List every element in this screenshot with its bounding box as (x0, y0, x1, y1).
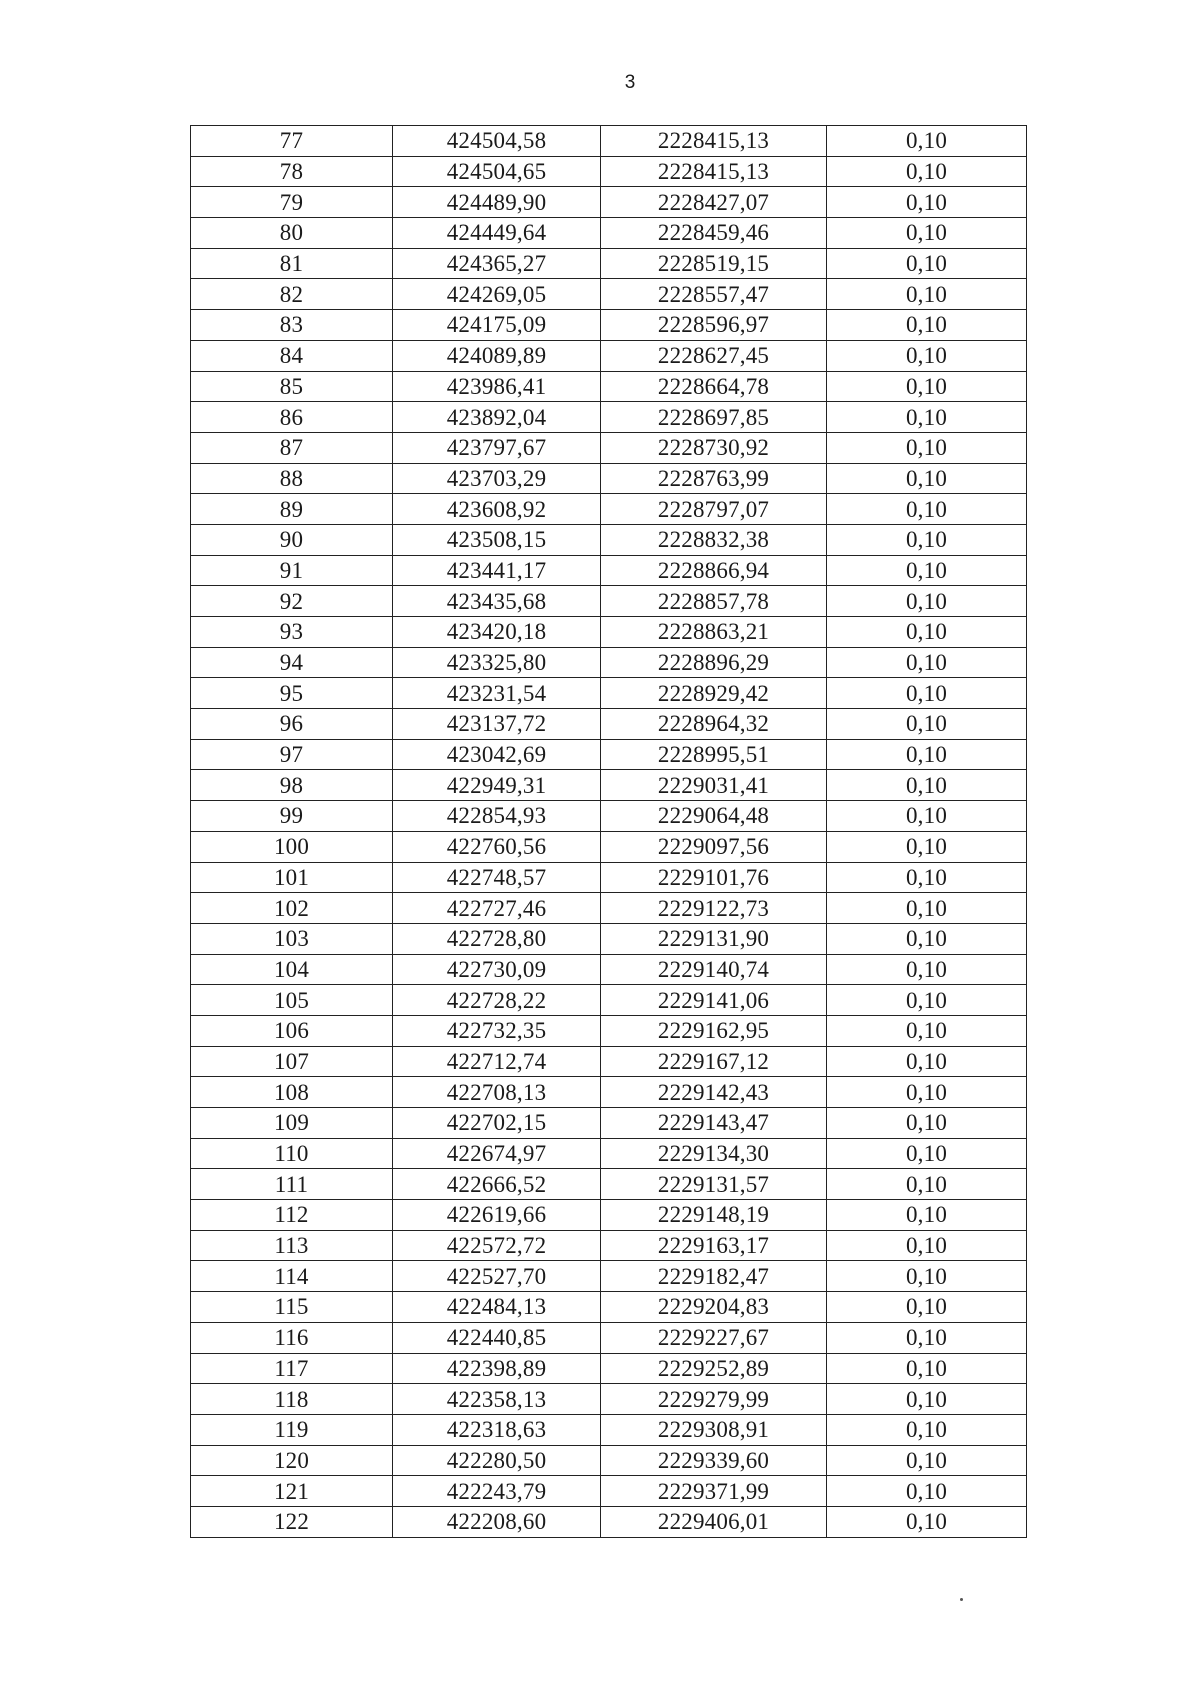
accuracy-cell: 0,10 (827, 218, 1027, 249)
x-coordinate-cell: 423137,72 (393, 709, 601, 740)
table-row (191, 402, 1027, 433)
table-row (191, 279, 1027, 310)
x-coordinate-cell: 422398,89 (393, 1353, 601, 1384)
accuracy-cell: 0,10 (827, 985, 1027, 1016)
table-row (191, 586, 1027, 617)
x-coordinate-cell: 424175,09 (393, 310, 601, 341)
table-row (191, 187, 1027, 218)
point-number-cell: 107 (191, 1046, 393, 1077)
y-coordinate-cell: 2228866,94 (601, 555, 827, 586)
y-coordinate-cell: 2229134,30 (601, 1138, 827, 1169)
y-coordinate-cell: 2229308,91 (601, 1414, 827, 1445)
accuracy-cell: 0,10 (827, 494, 1027, 525)
x-coordinate-cell: 423435,68 (393, 586, 601, 617)
y-coordinate-cell: 2228415,13 (601, 156, 827, 187)
y-coordinate-cell: 2228929,42 (601, 678, 827, 709)
point-number-cell: 113 (191, 1230, 393, 1261)
point-number-cell: 115 (191, 1292, 393, 1323)
point-number-cell: 94 (191, 647, 393, 678)
accuracy-cell: 0,10 (827, 126, 1027, 157)
accuracy-cell: 0,10 (827, 310, 1027, 341)
table-row (191, 709, 1027, 740)
x-coordinate-cell: 422702,15 (393, 1108, 601, 1139)
point-number-cell: 92 (191, 586, 393, 617)
accuracy-cell: 0,10 (827, 1046, 1027, 1077)
table-row (191, 1169, 1027, 1200)
x-coordinate-cell: 423441,17 (393, 555, 601, 586)
point-number-cell: 99 (191, 801, 393, 832)
y-coordinate-cell: 2228730,92 (601, 432, 827, 463)
table-row (191, 893, 1027, 924)
point-number-cell: 78 (191, 156, 393, 187)
accuracy-cell: 0,10 (827, 187, 1027, 218)
table-row (191, 1046, 1027, 1077)
x-coordinate-cell: 422728,22 (393, 985, 601, 1016)
x-coordinate-cell: 423042,69 (393, 739, 601, 770)
y-coordinate-cell: 2228664,78 (601, 371, 827, 402)
point-number-cell: 81 (191, 248, 393, 279)
table-row (191, 954, 1027, 985)
table-row (191, 1414, 1027, 1445)
x-coordinate-cell: 422440,85 (393, 1322, 601, 1353)
x-coordinate-cell: 423608,92 (393, 494, 601, 525)
table-row (191, 1108, 1027, 1139)
point-number-cell: 108 (191, 1077, 393, 1108)
point-number-cell: 119 (191, 1414, 393, 1445)
point-number-cell: 112 (191, 1200, 393, 1231)
point-number-cell: 120 (191, 1445, 393, 1476)
accuracy-cell: 0,10 (827, 524, 1027, 555)
table-row (191, 248, 1027, 279)
y-coordinate-cell: 2229064,48 (601, 801, 827, 832)
table-row (191, 1353, 1027, 1384)
table-row (191, 1384, 1027, 1415)
x-coordinate-cell: 423508,15 (393, 524, 601, 555)
y-coordinate-cell: 2229406,01 (601, 1506, 827, 1537)
table-row (191, 1445, 1027, 1476)
table-row (191, 1322, 1027, 1353)
point-number-cell: 103 (191, 923, 393, 954)
x-coordinate-cell: 422728,80 (393, 923, 601, 954)
y-coordinate-cell: 2228557,47 (601, 279, 827, 310)
x-coordinate-cell: 422358,13 (393, 1384, 601, 1415)
point-number-cell: 111 (191, 1169, 393, 1200)
accuracy-cell: 0,10 (827, 647, 1027, 678)
point-number-cell: 80 (191, 218, 393, 249)
table-row (191, 126, 1027, 157)
accuracy-cell: 0,10 (827, 248, 1027, 279)
y-coordinate-cell: 2229279,99 (601, 1384, 827, 1415)
point-number-cell: 110 (191, 1138, 393, 1169)
point-number-cell: 105 (191, 985, 393, 1016)
table-row (191, 617, 1027, 648)
y-coordinate-cell: 2229131,57 (601, 1169, 827, 1200)
point-number-cell: 122 (191, 1506, 393, 1537)
x-coordinate-cell: 423703,29 (393, 463, 601, 494)
x-coordinate-cell: 422674,97 (393, 1138, 601, 1169)
x-coordinate-cell: 422730,09 (393, 954, 601, 985)
point-number-cell: 114 (191, 1261, 393, 1292)
x-coordinate-cell: 422748,57 (393, 862, 601, 893)
accuracy-cell: 0,10 (827, 1506, 1027, 1537)
accuracy-cell: 0,10 (827, 1077, 1027, 1108)
y-coordinate-cell: 2229142,43 (601, 1077, 827, 1108)
y-coordinate-cell: 2229162,95 (601, 1015, 827, 1046)
table-row (191, 156, 1027, 187)
table-row (191, 1230, 1027, 1261)
table-row (191, 340, 1027, 371)
x-coordinate-cell: 423892,04 (393, 402, 601, 433)
accuracy-cell: 0,10 (827, 1322, 1027, 1353)
y-coordinate-cell: 2228427,07 (601, 187, 827, 218)
accuracy-cell: 0,10 (827, 1445, 1027, 1476)
accuracy-cell: 0,10 (827, 617, 1027, 648)
point-number-cell: 118 (191, 1384, 393, 1415)
accuracy-cell: 0,10 (827, 402, 1027, 433)
y-coordinate-cell: 2228995,51 (601, 739, 827, 770)
table-row (191, 985, 1027, 1016)
point-number-cell: 87 (191, 432, 393, 463)
x-coordinate-cell: 423325,80 (393, 647, 601, 678)
point-number-cell: 97 (191, 739, 393, 770)
accuracy-cell: 0,10 (827, 1108, 1027, 1139)
point-number-cell: 79 (191, 187, 393, 218)
accuracy-cell: 0,10 (827, 463, 1027, 494)
y-coordinate-cell: 2229148,19 (601, 1200, 827, 1231)
x-coordinate-cell: 422712,74 (393, 1046, 601, 1077)
y-coordinate-cell: 2228596,97 (601, 310, 827, 341)
x-coordinate-cell: 423231,54 (393, 678, 601, 709)
y-coordinate-cell: 2229097,56 (601, 831, 827, 862)
point-number-cell: 109 (191, 1108, 393, 1139)
table-row (191, 801, 1027, 832)
point-number-cell: 121 (191, 1476, 393, 1507)
x-coordinate-cell: 422760,56 (393, 831, 601, 862)
accuracy-cell: 0,10 (827, 1414, 1027, 1445)
x-coordinate-cell: 422484,13 (393, 1292, 601, 1323)
point-number-cell: 93 (191, 617, 393, 648)
point-number-cell: 91 (191, 555, 393, 586)
point-number-cell: 82 (191, 279, 393, 310)
accuracy-cell: 0,10 (827, 923, 1027, 954)
table-row (191, 923, 1027, 954)
x-coordinate-cell: 423986,41 (393, 371, 601, 402)
point-number-cell: 102 (191, 893, 393, 924)
x-coordinate-cell: 422732,35 (393, 1015, 601, 1046)
y-coordinate-cell: 2228519,15 (601, 248, 827, 279)
table-row (191, 310, 1027, 341)
y-coordinate-cell: 2229182,47 (601, 1261, 827, 1292)
point-number-cell: 98 (191, 770, 393, 801)
coordinates-table-body (191, 126, 1027, 1538)
y-coordinate-cell: 2229252,89 (601, 1353, 827, 1384)
table-row (191, 770, 1027, 801)
y-coordinate-cell: 2229204,83 (601, 1292, 827, 1323)
point-number-cell: 96 (191, 709, 393, 740)
y-coordinate-cell: 2228627,45 (601, 340, 827, 371)
y-coordinate-cell: 2229101,76 (601, 862, 827, 893)
accuracy-cell: 0,10 (827, 1476, 1027, 1507)
accuracy-cell: 0,10 (827, 555, 1027, 586)
table-row (191, 218, 1027, 249)
accuracy-cell: 0,10 (827, 739, 1027, 770)
x-coordinate-cell: 423420,18 (393, 617, 601, 648)
accuracy-cell: 0,10 (827, 954, 1027, 985)
accuracy-cell: 0,10 (827, 279, 1027, 310)
accuracy-cell: 0,10 (827, 1015, 1027, 1046)
accuracy-cell: 0,10 (827, 1200, 1027, 1231)
coordinates-table (190, 125, 1027, 1538)
accuracy-cell: 0,10 (827, 1261, 1027, 1292)
accuracy-cell: 0,10 (827, 709, 1027, 740)
y-coordinate-cell: 2228763,99 (601, 463, 827, 494)
x-coordinate-cell: 423797,67 (393, 432, 601, 463)
accuracy-cell: 0,10 (827, 586, 1027, 617)
accuracy-cell: 0,10 (827, 678, 1027, 709)
accuracy-cell: 0,10 (827, 1384, 1027, 1415)
table-row (191, 831, 1027, 862)
point-number-cell: 106 (191, 1015, 393, 1046)
x-coordinate-cell: 424504,58 (393, 126, 601, 157)
y-coordinate-cell: 2228797,07 (601, 494, 827, 525)
x-coordinate-cell: 422708,13 (393, 1077, 601, 1108)
x-coordinate-cell: 422208,60 (393, 1506, 601, 1537)
y-coordinate-cell: 2229141,06 (601, 985, 827, 1016)
point-number-cell: 104 (191, 954, 393, 985)
y-coordinate-cell: 2228863,21 (601, 617, 827, 648)
table-row (191, 371, 1027, 402)
x-coordinate-cell: 422727,46 (393, 893, 601, 924)
accuracy-cell: 0,10 (827, 1138, 1027, 1169)
x-coordinate-cell: 422318,63 (393, 1414, 601, 1445)
table-row (191, 1138, 1027, 1169)
y-coordinate-cell: 2229371,99 (601, 1476, 827, 1507)
y-coordinate-cell: 2228832,38 (601, 524, 827, 555)
table-row (191, 555, 1027, 586)
table-row (191, 524, 1027, 555)
table-row (191, 1200, 1027, 1231)
accuracy-cell: 0,10 (827, 893, 1027, 924)
scan-speck (960, 1598, 963, 1601)
accuracy-cell: 0,10 (827, 1292, 1027, 1323)
y-coordinate-cell: 2229031,41 (601, 770, 827, 801)
x-coordinate-cell: 422666,52 (393, 1169, 601, 1200)
x-coordinate-cell: 424269,05 (393, 279, 601, 310)
accuracy-cell: 0,10 (827, 1230, 1027, 1261)
y-coordinate-cell: 2229122,73 (601, 893, 827, 924)
y-coordinate-cell: 2228415,13 (601, 126, 827, 157)
table-row (191, 1015, 1027, 1046)
y-coordinate-cell: 2229140,74 (601, 954, 827, 985)
y-coordinate-cell: 2229227,67 (601, 1322, 827, 1353)
accuracy-cell: 0,10 (827, 862, 1027, 893)
accuracy-cell: 0,10 (827, 432, 1027, 463)
table-row (191, 494, 1027, 525)
y-coordinate-cell: 2229163,17 (601, 1230, 827, 1261)
point-number-cell: 88 (191, 463, 393, 494)
point-number-cell: 84 (191, 340, 393, 371)
table-row (191, 1077, 1027, 1108)
table-row (191, 678, 1027, 709)
x-coordinate-cell: 424504,65 (393, 156, 601, 187)
accuracy-cell: 0,10 (827, 1169, 1027, 1200)
point-number-cell: 95 (191, 678, 393, 709)
table-row (191, 1506, 1027, 1537)
page-number: 3 (624, 72, 636, 93)
x-coordinate-cell: 422572,72 (393, 1230, 601, 1261)
point-number-cell: 89 (191, 494, 393, 525)
y-coordinate-cell: 2228896,29 (601, 647, 827, 678)
accuracy-cell: 0,10 (827, 156, 1027, 187)
accuracy-cell: 0,10 (827, 1353, 1027, 1384)
x-coordinate-cell: 422280,50 (393, 1445, 601, 1476)
table-row (191, 647, 1027, 678)
accuracy-cell: 0,10 (827, 770, 1027, 801)
y-coordinate-cell: 2228964,32 (601, 709, 827, 740)
x-coordinate-cell: 424365,27 (393, 248, 601, 279)
point-number-cell: 117 (191, 1353, 393, 1384)
point-number-cell: 85 (191, 371, 393, 402)
point-number-cell: 116 (191, 1322, 393, 1353)
x-coordinate-cell: 422854,93 (393, 801, 601, 832)
accuracy-cell: 0,10 (827, 831, 1027, 862)
y-coordinate-cell: 2229131,90 (601, 923, 827, 954)
x-coordinate-cell: 422243,79 (393, 1476, 601, 1507)
x-coordinate-cell: 424089,89 (393, 340, 601, 371)
table-row (191, 1476, 1027, 1507)
x-coordinate-cell: 424449,64 (393, 218, 601, 249)
x-coordinate-cell: 422949,31 (393, 770, 601, 801)
y-coordinate-cell: 2229143,47 (601, 1108, 827, 1139)
accuracy-cell: 0,10 (827, 371, 1027, 402)
table-row (191, 739, 1027, 770)
y-coordinate-cell: 2229167,12 (601, 1046, 827, 1077)
y-coordinate-cell: 2229339,60 (601, 1445, 827, 1476)
point-number-cell: 100 (191, 831, 393, 862)
table-row (191, 463, 1027, 494)
x-coordinate-cell: 424489,90 (393, 187, 601, 218)
y-coordinate-cell: 2228697,85 (601, 402, 827, 433)
x-coordinate-cell: 422619,66 (393, 1200, 601, 1231)
table-row (191, 1261, 1027, 1292)
point-number-cell: 77 (191, 126, 393, 157)
y-coordinate-cell: 2228459,46 (601, 218, 827, 249)
accuracy-cell: 0,10 (827, 340, 1027, 371)
point-number-cell: 83 (191, 310, 393, 341)
point-number-cell: 86 (191, 402, 393, 433)
table-row (191, 862, 1027, 893)
point-number-cell: 90 (191, 524, 393, 555)
point-number-cell: 101 (191, 862, 393, 893)
table-row (191, 432, 1027, 463)
y-coordinate-cell: 2228857,78 (601, 586, 827, 617)
accuracy-cell: 0,10 (827, 801, 1027, 832)
x-coordinate-cell: 422527,70 (393, 1261, 601, 1292)
table-row (191, 1292, 1027, 1323)
